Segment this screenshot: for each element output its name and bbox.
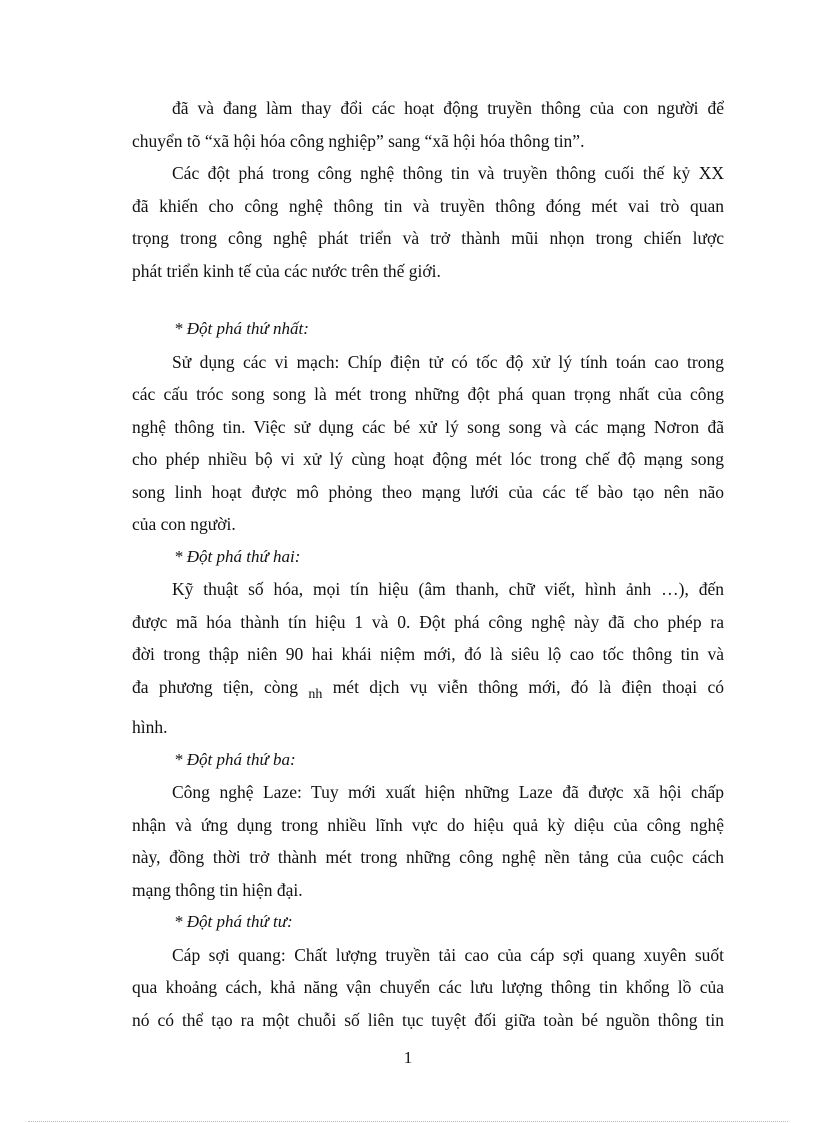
text-line: Cáp sợi quang: Chất lượng truyền tải cao của cáp sợi quang xuyên suốt bbox=[172, 944, 724, 965]
text-line: cho phép nhiều bộ vi xử lý cùng hoạt động mét lóc trong chế độ mạng song bbox=[132, 449, 724, 469]
text-line: đã khiến cho công nghệ thông tin và truyền thông đóng mét vai trò quan bbox=[132, 195, 724, 216]
paragraph-breakthroughs-intro bbox=[132, 157, 724, 287]
text-line: Công nghệ Laze: Tuy mới xuất hiện những Laze đã được xã hội chấp bbox=[172, 782, 724, 802]
paragraph-breakthrough-2 bbox=[132, 573, 724, 744]
heading-breakthrough-1: * Đột phá thứ nhất: bbox=[174, 319, 309, 338]
text-segment: đa phương tiện, còng bbox=[132, 676, 298, 697]
text-line: Kỹ thuật số hóa, mọi tín hiệu (âm thanh, chữ viết, hình ảnh …), đến bbox=[172, 579, 724, 599]
text-line: của con người. bbox=[132, 514, 236, 534]
paragraph-breakthrough-4 bbox=[132, 939, 724, 1037]
text-line: nghệ thông tin. Việc sử dụng các bé xử lý song song và các mạng Nơron đã bbox=[132, 416, 724, 437]
text-line: song linh hoạt được mô phỏng theo mạng lưới của các tế bào tạo nên não bbox=[132, 481, 724, 502]
text-line: mạng thông tin hiện đại. bbox=[132, 879, 303, 900]
page-number: 1 bbox=[403, 1048, 413, 1067]
paragraph-breakthrough-3 bbox=[132, 776, 724, 906]
text-line: được mã hóa thành tín hiệu 1 và 0. Đột phá công nghệ này đã cho phép ra bbox=[132, 611, 724, 632]
text-line: Sử dụng các vi mạch: Chíp điện tử có tốc độ xử lý tính toán cao trong bbox=[172, 351, 724, 372]
heading-breakthrough-3: * Đột phá thứ ba: bbox=[174, 749, 296, 769]
subscript-fragment: nh bbox=[308, 686, 323, 702]
text-line: nhận và ứng dụng trong nhiều lĩnh vực do hiệu quả kỳ diệu của công nghệ bbox=[132, 814, 724, 835]
heading-breakthrough-4: * Đột phá thứ tư: bbox=[174, 912, 293, 931]
paragraph-gap bbox=[132, 287, 724, 313]
text-line: này, đồng thời trở thành mét trong những công nghệ nền tảng của cuộc cách bbox=[132, 847, 724, 867]
text-line: nó có thể tạo ra một chuỗi số liên tục tuyệt đối giữa toàn bé nguồn thông tin bbox=[132, 1009, 724, 1030]
text-line: hình. bbox=[132, 717, 168, 737]
text-segment: mét dịch vụ viễn thông mới, đó là điện thoại có bbox=[332, 676, 725, 697]
page-bottom-divider bbox=[28, 1121, 788, 1122]
text-line: chuyển tõ “xã hội hóa công nghiệp” sang “xã hội hóa thông tin”. bbox=[132, 130, 585, 151]
text-line: trọng trong công nghệ phát triển và trở thành mũi nhọn trong chiến lược bbox=[132, 228, 724, 248]
text-line: phát triển kinh tế của các nước trên thế giới. bbox=[132, 260, 441, 281]
heading-breakthrough-2: * Đột phá thứ hai: bbox=[174, 546, 301, 566]
paragraph-intro-continued bbox=[132, 92, 724, 157]
text-line: Các đột phá trong công nghệ thông tin và truyền thông cuối thế kỷ XX bbox=[172, 163, 724, 183]
text-line: các cấu tróc song song là mét trong những đột phá quan trọng nhất của công bbox=[132, 384, 724, 404]
text-line bbox=[92, 671, 724, 712]
text-line: đời trong thập niên 90 hai khái niệm mới, đó là siêu lộ cao tốc thông tin và bbox=[132, 644, 724, 664]
paragraph-breakthrough-1 bbox=[132, 346, 724, 541]
text-line: qua khoảng cách, khả năng vận chuyển các lưu lượng thông tin khổng lồ của bbox=[132, 977, 724, 997]
document-body bbox=[132, 92, 724, 1036]
text-line: đã và đang làm thay đổi các hoạt động truyền thông của con người để bbox=[172, 98, 724, 118]
